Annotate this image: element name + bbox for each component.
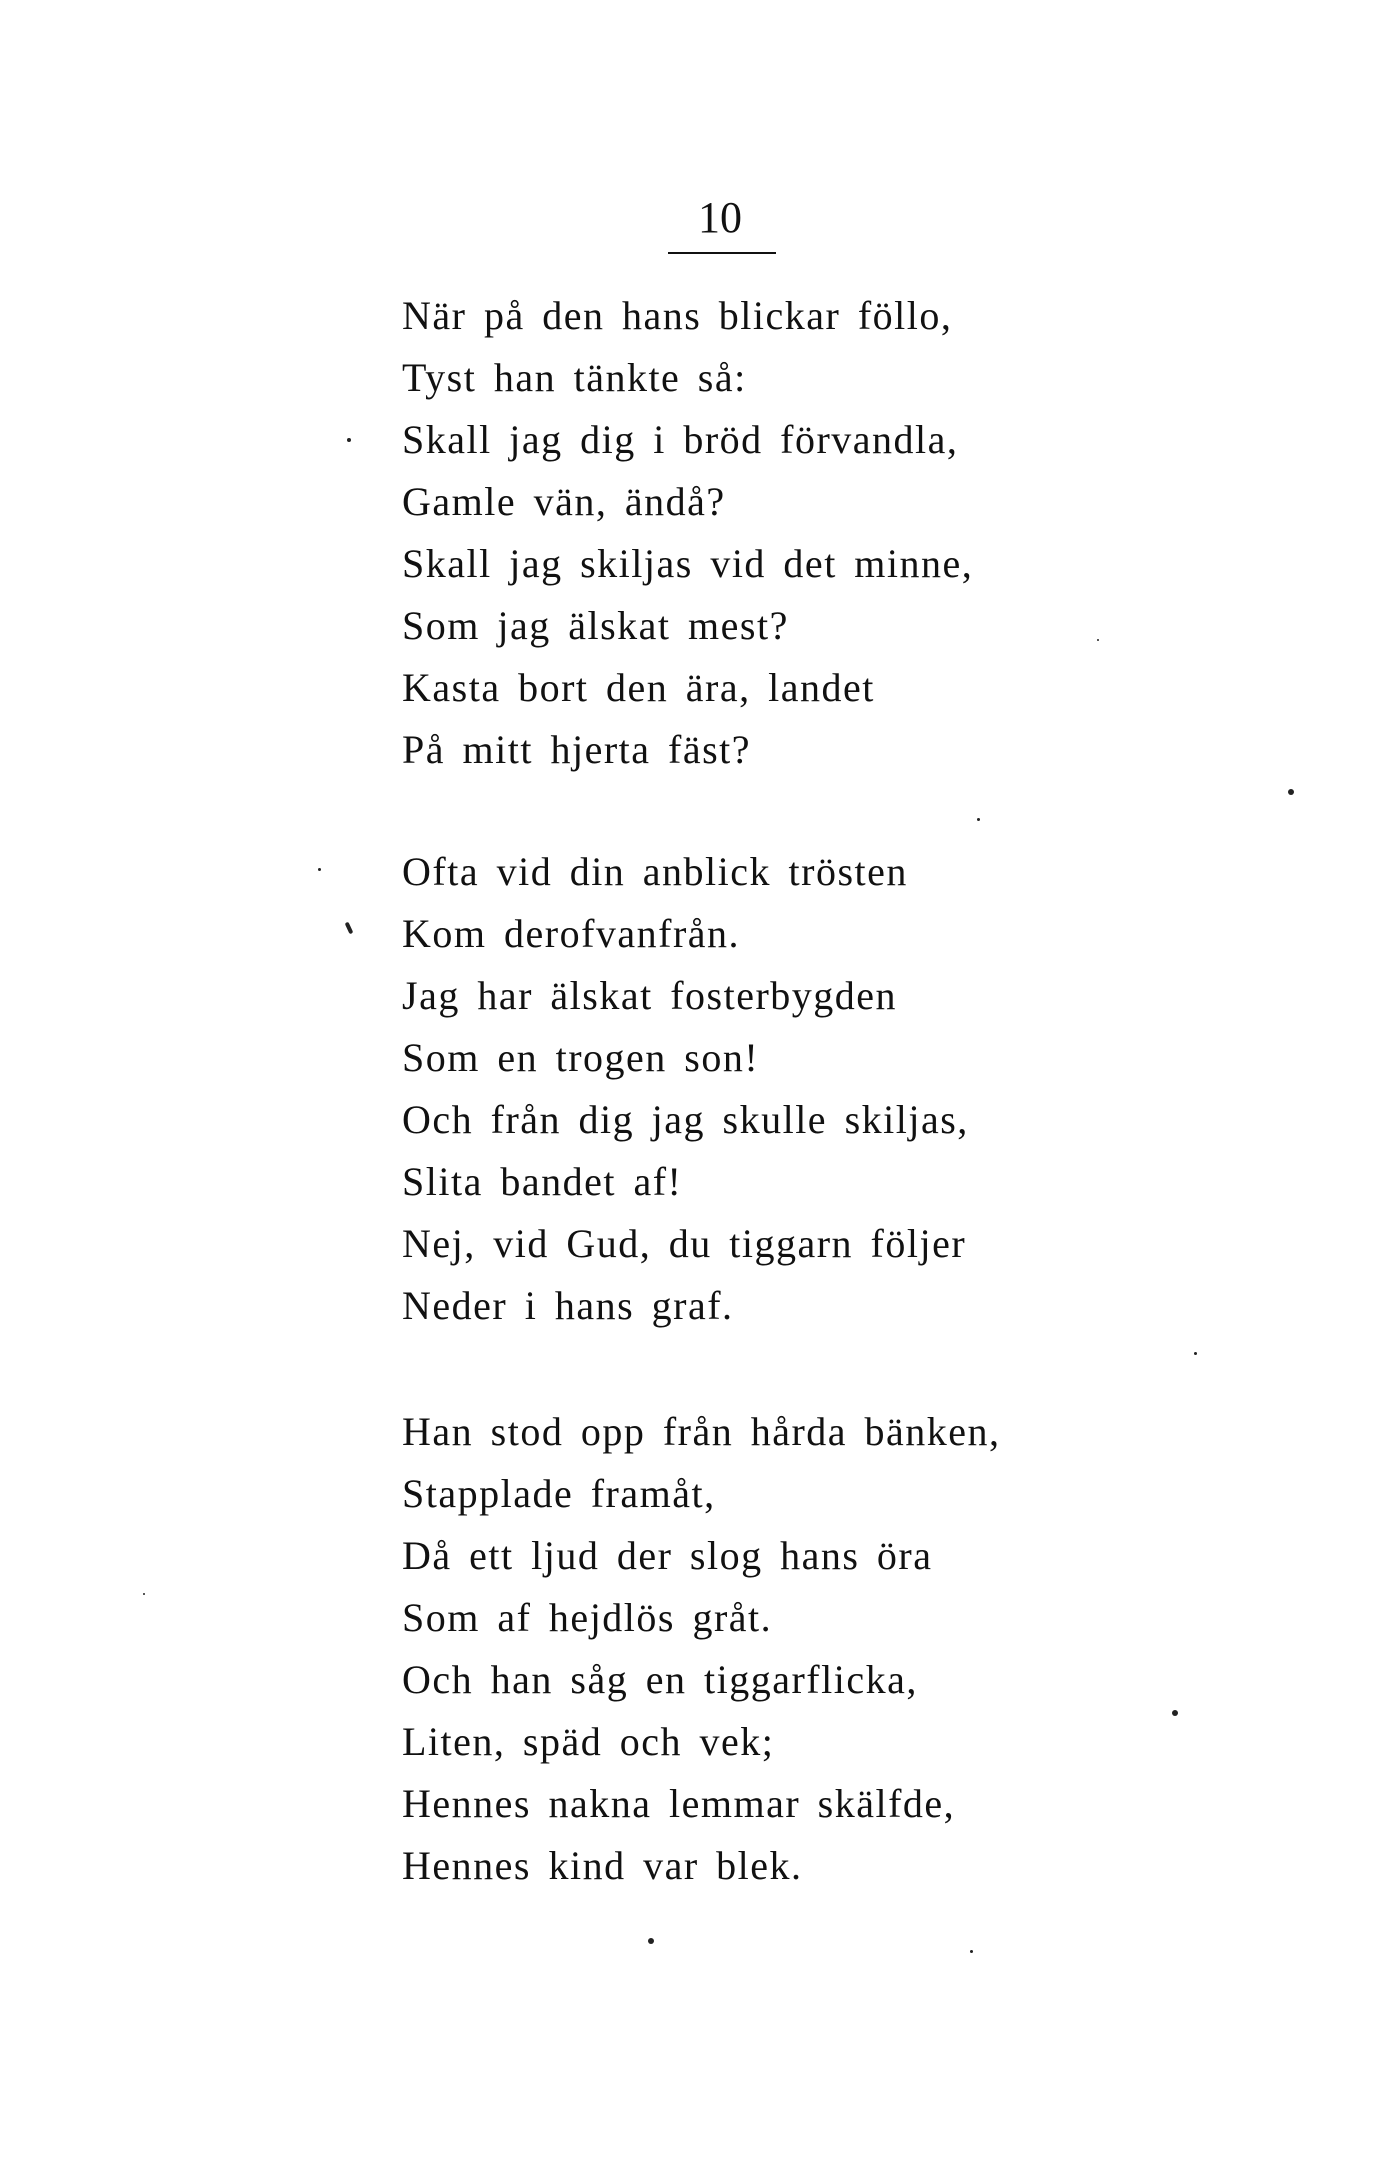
poem-line: Liten, späd och vek; <box>402 1719 775 1764</box>
poem-line: På mitt hjerta fäst? <box>402 727 752 772</box>
scan-speck <box>143 1593 145 1595</box>
poem-line: Och från dig jag skulle skiljas, <box>402 1097 969 1142</box>
page-number-rule <box>668 252 776 254</box>
poem-line: Skall jag skiljas vid det minne, <box>402 541 974 586</box>
poem-line: När på den hans blickar föllo, <box>402 293 953 338</box>
poem-line: Hennes kind var blek. <box>402 1843 803 1888</box>
poem-line: Slita bandet af! <box>402 1159 683 1204</box>
poem-line: Ofta vid din anblick trösten <box>402 849 908 894</box>
scan-speck <box>1172 1710 1178 1716</box>
poem-line: Som af hejdlös gråt. <box>402 1595 773 1640</box>
scan-speck <box>345 922 354 935</box>
poem-line: Som en trogen son! <box>402 1035 760 1080</box>
scan-speck <box>1194 1352 1197 1355</box>
poem-line: Kasta bort den ära, landet <box>402 665 875 710</box>
poem-line: Gamle vän, ändå? <box>402 479 726 524</box>
page-number: 10 <box>698 193 742 242</box>
poem-line: Tyst han tänkte så: <box>402 355 747 400</box>
poem-line: Och han såg en tiggarflicka, <box>402 1657 918 1702</box>
poem-line: Nej, vid Gud, du tiggarn följer <box>402 1221 967 1266</box>
scan-speck <box>648 1938 654 1944</box>
scan-speck <box>1288 789 1294 795</box>
poem-line: Hennes nakna lemmar skälfde, <box>402 1781 956 1826</box>
poem-line: Då ett ljud der slog hans öra <box>402 1533 933 1578</box>
poem-line: Skall jag dig i bröd förvandla, <box>402 417 959 462</box>
scan-speck <box>977 818 980 821</box>
scan-speck <box>318 868 321 871</box>
poem-line: Som jag älskat mest? <box>402 603 789 648</box>
scan-speck <box>970 1950 973 1953</box>
poem-line: Jag har älskat fosterbygden <box>402 973 898 1018</box>
scan-speck <box>1097 639 1099 641</box>
poem-line: Han stod opp från hårda bänken, <box>402 1409 1001 1454</box>
poem-line: Stapplade framåt, <box>402 1471 716 1516</box>
scan-speck <box>347 438 351 442</box>
poem-line: Neder i hans graf. <box>402 1283 734 1328</box>
poem-line: Kom derofvanfrån. <box>402 911 741 956</box>
